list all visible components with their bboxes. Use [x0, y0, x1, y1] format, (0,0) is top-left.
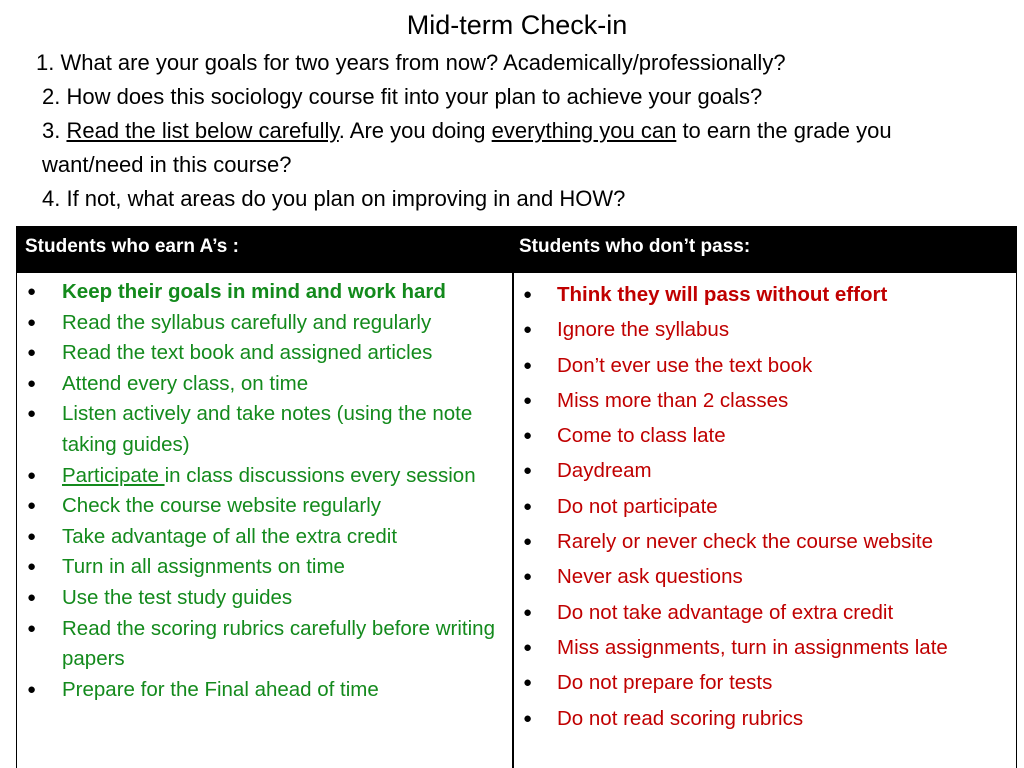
question-3-underlined-read: Read the list below carefully: [66, 118, 339, 143]
list-item: ● Ignore the syllabus: [519, 312, 1017, 347]
list-item: ● Take advantage of all the extra credit: [23, 522, 503, 553]
bullet-icon: ●: [523, 638, 533, 656]
question-3-suffix: to earn the grade you want/need in this course?: [42, 118, 892, 177]
bullet-icon: ●: [523, 462, 533, 480]
list-item: ● Don’t ever use the text book: [519, 348, 1017, 383]
list-item: ● Do not participate: [519, 489, 1017, 524]
a-students-list: [23, 277, 503, 705]
header-a-students: Students who earn A’s :: [25, 236, 239, 257]
header-failing-students: Students who don’t pass:: [519, 236, 751, 257]
list-item: ● Participate in class discussions every session: [23, 461, 503, 492]
list-item: ● Turn in all assignments on time: [23, 552, 503, 583]
bullet-icon: ●: [523, 391, 533, 409]
list-item: ● Use the test study guides: [23, 583, 503, 614]
bullet-icon: ●: [523, 568, 533, 586]
list-item: ● Miss more than 2 classes: [519, 383, 1017, 418]
question-3-mid: . Are you doing: [338, 118, 492, 143]
list-item: ● Read the scoring rubrics carefully before writing papers: [23, 614, 503, 675]
list-item: ● Come to class late: [519, 418, 1017, 453]
list-item: ● Think they will pass without effort: [519, 277, 1017, 312]
list-item: ● Do not read scoring rubrics: [519, 701, 1017, 736]
list-item: ● Check the course website regularly: [23, 491, 503, 522]
comparison-table: [16, 226, 1017, 768]
bullet-icon: ●: [27, 283, 37, 300]
list-item: ● Miss assignments, turn in assignments late: [519, 630, 1017, 665]
bullet-icon: ●: [27, 313, 37, 331]
question-1: 1. What are your goals for two years from now? Academically/professionally?: [36, 50, 786, 75]
participate-underlined: Participate: [62, 463, 165, 487]
bullet-icon: ●: [523, 321, 533, 339]
question-3-prefix: 3.: [42, 118, 67, 143]
question-3: [36, 114, 996, 182]
bullet-icon: ●: [27, 588, 37, 606]
bullet-icon: ●: [523, 286, 533, 303]
failing-students-list: [519, 277, 1017, 736]
bullet-icon: ●: [523, 603, 533, 621]
list-item: ● Do not prepare for tests: [519, 665, 1017, 700]
bullet-icon: ●: [523, 356, 533, 374]
list-item: ● Prepare for the Final ahead of time: [23, 675, 503, 706]
question-list: [36, 46, 996, 216]
bullet-icon: ●: [27, 558, 37, 576]
list-item: ● Read the text book and assigned articles: [23, 338, 503, 369]
bullet-icon: ●: [27, 680, 37, 698]
list-item: ● Do not take advantage of extra credit: [519, 595, 1017, 630]
bullet-icon: ●: [523, 427, 533, 445]
list-item: ● Keep their goals in mind and work hard: [23, 277, 503, 308]
bullet-icon: ●: [523, 497, 533, 515]
question-2: 2. How does this sociology course fit into your plan to achieve your goals?: [42, 84, 763, 109]
question-3-underlined-everything: everything you can: [491, 118, 677, 143]
list-item: ● Never ask questions: [519, 559, 1017, 594]
column-divider: [512, 227, 514, 768]
question-4: 4. If not, what areas do you plan on improving in and HOW?: [42, 186, 626, 211]
bullet-icon: ●: [27, 527, 37, 545]
bullet-icon: ●: [27, 405, 37, 423]
list-item: ● Read the syllabus carefully and regularly: [23, 308, 503, 339]
bullet-icon: ●: [27, 344, 37, 362]
list-item: ● Listen actively and take notes (using the note taking guides): [23, 399, 503, 460]
page-title: Mid-term Check-in: [406, 10, 628, 40]
list-item: ● Attend every class, on time: [23, 369, 503, 400]
bullet-icon: ●: [523, 674, 533, 692]
bullet-icon: ●: [27, 619, 37, 637]
list-item: ● Rarely or never check the course website: [519, 524, 1017, 559]
bullet-icon: ●: [27, 374, 37, 392]
list-item: ● Daydream: [519, 453, 1017, 488]
table-header: [17, 227, 1016, 273]
bullet-icon: ●: [27, 466, 37, 484]
bullet-icon: ●: [523, 533, 533, 551]
bullet-icon: ●: [27, 497, 37, 515]
bullet-icon: ●: [523, 709, 533, 727]
